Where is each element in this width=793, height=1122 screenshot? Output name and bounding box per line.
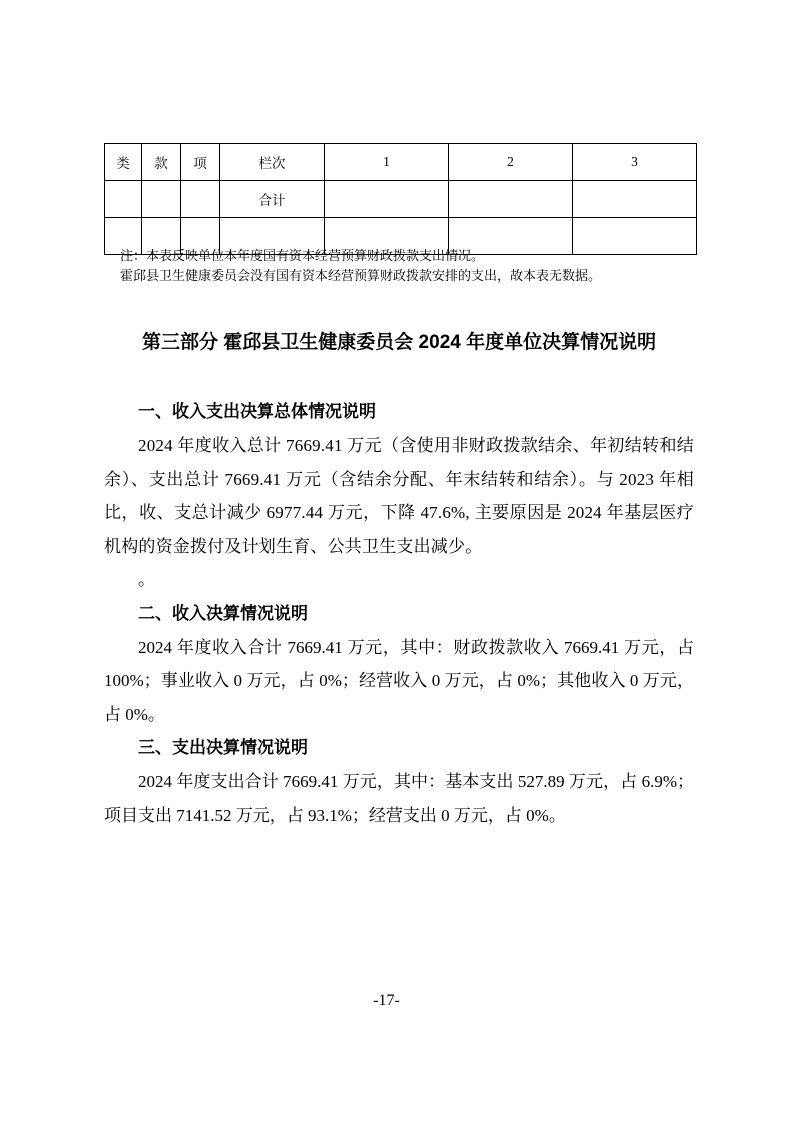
table-cell xyxy=(449,181,573,218)
section-heading-1: 一、收入支出决算总体情况说明 xyxy=(138,402,376,421)
table-header-col-3: 3 xyxy=(573,144,697,181)
table-cell xyxy=(573,181,697,218)
table-header-col-2: 2 xyxy=(449,144,573,181)
section-1-paragraph-2: 。 xyxy=(138,570,156,589)
section-2-paragraph-1: 2024 年度收入合计 7669.41 万元，其中：财政拨款收入 7669.41 万元，占 100%；事业收入 0 万元，占 0%；经营收入 0 万元，占 0%；其他收入 0 万元，占 0%。 xyxy=(104,637,694,724)
section-heading-2: 二、收入决算情况说明 xyxy=(138,603,308,623)
table-header-kuan: 款 xyxy=(142,144,181,181)
section-heading-3: 三、支出决算情况说明 xyxy=(138,738,308,757)
table-notes xyxy=(120,246,700,286)
state-capital-budget-table xyxy=(104,143,697,255)
document-body xyxy=(104,395,694,832)
budget-table-container xyxy=(104,143,690,255)
table-header-xiang: 项 xyxy=(181,144,220,181)
part-title: 第三部分 霍邱县卫生健康委员会 2024 年度单位决算情况说明 xyxy=(142,332,657,353)
table-cell xyxy=(105,181,142,218)
table-cell-total-label: 合计 xyxy=(220,181,325,218)
table-header-lei: 类 xyxy=(105,144,142,181)
section-1-paragraph-1: 2024 年度收入总计 7669.41 万元（含使用非财政拨款结余、年初结转和结余）、支出总计 7669.41 万元（含结余分配、年末结转和结余）。与 2023 年相比，收、支总计减少 6977.44 万元，下降 47.6%, 主要原因是 2024 年基层医疗机构的资金拨付及计划生育、公共卫生支出减少。 xyxy=(104,436,694,556)
table-note-line-1: 注：本表反映单位本年度国有资本经营预算财政拨款支出情况。 xyxy=(120,248,485,263)
table-header-row xyxy=(105,144,697,181)
table-header-col-1: 1 xyxy=(325,144,449,181)
table-header-lanci: 栏次 xyxy=(220,144,325,181)
table-row xyxy=(105,181,697,218)
table-cell xyxy=(325,181,449,218)
table-cell xyxy=(142,181,181,218)
page-number: -17- xyxy=(373,992,400,1009)
table-note-line-2: 霍邱县卫生健康委员会没有国有资本经营预算财政拨款安排的支出，故本表无数据。 xyxy=(120,268,602,283)
table-cell xyxy=(181,181,220,218)
section-3-paragraph-1: 2024 年度支出合计 7669.41 万元，其中：基本支出 527.89 万元，占 6.9%；项目支出 7141.52 万元，占 93.1%；经营支出 0 万元，占 0%。 xyxy=(104,772,694,825)
